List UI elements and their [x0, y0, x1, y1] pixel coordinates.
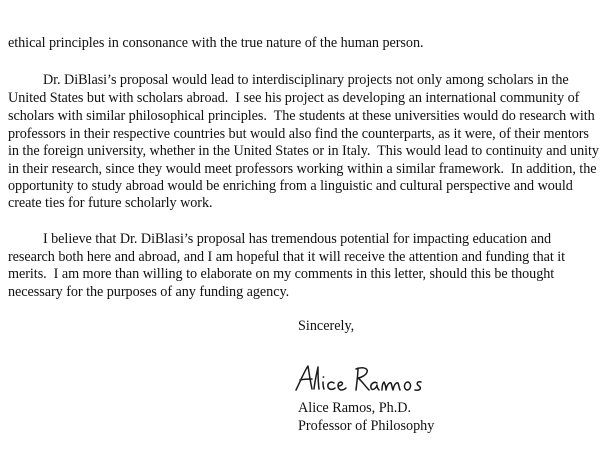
body-line: necessary for the purposes of any funding agency.	[8, 284, 290, 300]
body-line: opportunity to study abroad would be enriching from a linguistic and cultural perspective and would	[8, 178, 573, 194]
signer-title: Professor of Philosophy	[298, 418, 435, 434]
body-line: United States but with scholars abroad. I see his project as developing an international community of	[8, 90, 580, 106]
body-line: ethical principles in consonance with the true nature of the human person.	[8, 35, 424, 51]
closing: Sincerely,	[298, 318, 355, 334]
body-line: research both here and abroad, and I am hopeful that it will receive the attention and funding that it	[8, 249, 566, 265]
body-line: scholars with similar philosophical principles. The students at these universities would do research with	[8, 108, 595, 124]
body-line: I believe that Dr. DiBlasi’s proposal has tremendous potential for impacting education and	[8, 231, 552, 247]
signer-name: Alice Ramos, Ph.D.	[298, 400, 412, 416]
body-line: merits. I am more than willing to elaborate on my comments in this letter, should this be thought	[8, 266, 555, 282]
handwritten-signature	[292, 360, 442, 400]
body-line: Dr. DiBlasi’s proposal would lead to interdisciplinary projects not only among scholars in the	[8, 72, 569, 88]
body-line: create ties for future scholarly work.	[8, 195, 213, 211]
body-line: professors in their respective countries but would also find the counterparts, as it were, of their mentors	[8, 126, 589, 142]
body-line: in their research, since they would meet professors working within a similar framework. In addition, the	[8, 161, 597, 177]
body-line: in the foreign university, whether in the United States or in Italy. This would lead to continuity and unity	[8, 143, 599, 159]
